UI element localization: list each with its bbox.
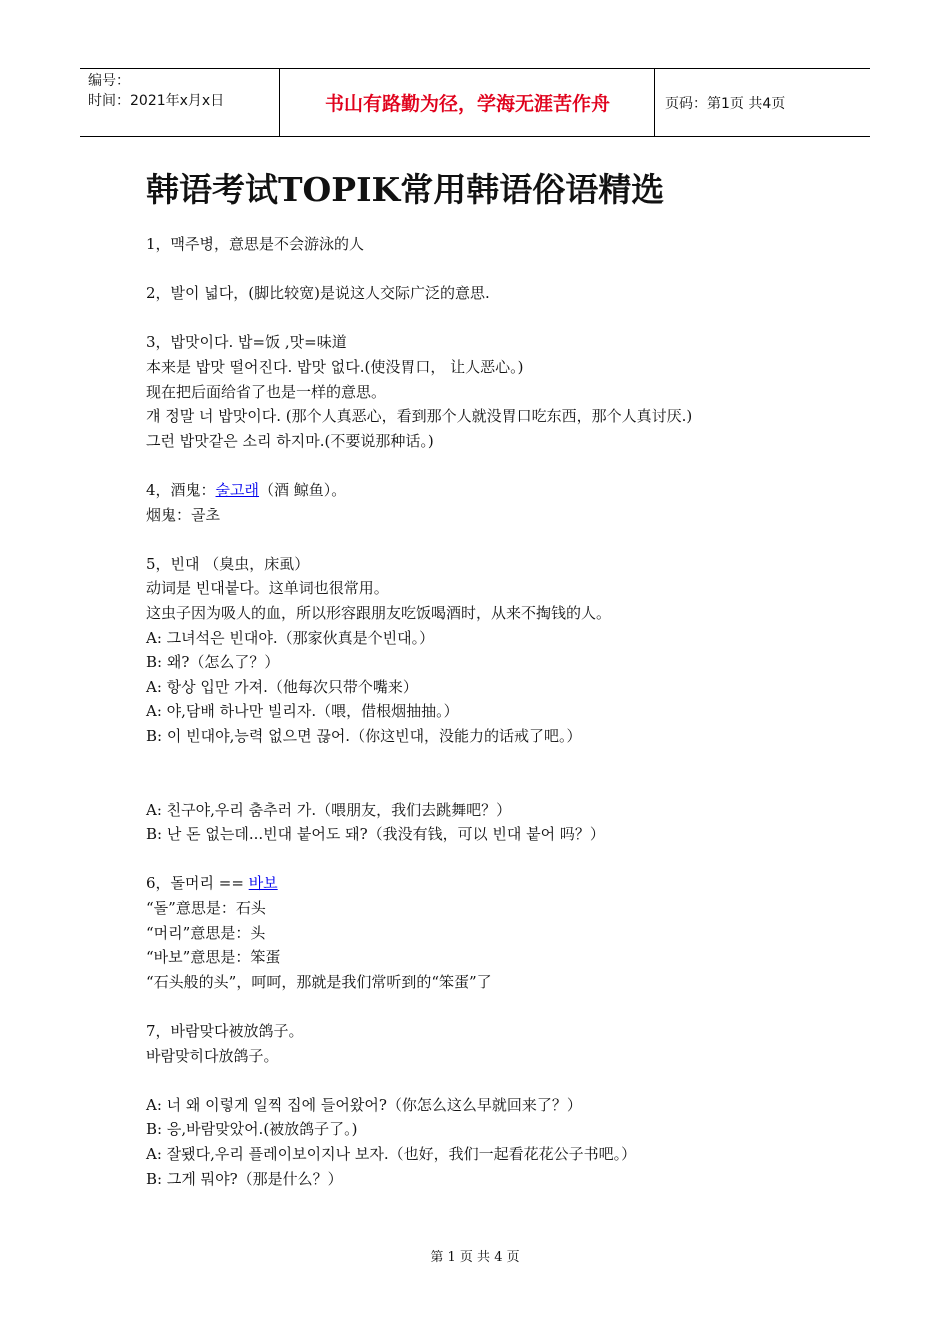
text-line: [146, 429, 796, 454]
line-text: B: 응,바람맞았어.(被放鸽子了。): [146, 1120, 358, 1139]
text-line: [146, 921, 796, 946]
line-text: B: 난 돈 없는데...빈대 붙어도 돼?（我没有钱，可以 빈대 붙어 吗？）: [146, 825, 605, 844]
text-line: [146, 871, 796, 896]
text-line: [146, 232, 796, 257]
line-text: 本来是 밥맛 떨어진다. 밥맛 없다.(使没胃口， 让人恶心。): [146, 357, 524, 376]
text-line: [146, 822, 796, 847]
header-motto: 书山有路勤为径，学海无涯苦作舟: [281, 69, 655, 136]
text-line: [146, 1093, 796, 1118]
line-text: 3，밥맛이다. 밥=饭 ,맛=味道: [146, 333, 347, 352]
line-text: A: 야,담배 하나만 빌리자.（喂，借根烟抽抽。）: [146, 702, 459, 721]
line-text: “머리”意思是：头: [146, 923, 266, 942]
text-line: [146, 380, 796, 405]
line-text: 6，돌머리 ==: [146, 874, 249, 893]
line-tail: （酒 鲸鱼）。: [259, 480, 347, 499]
text-line: [146, 527, 796, 552]
page-footer: 第 1 页 共 4 页: [430, 1250, 520, 1265]
text-line: [146, 1019, 796, 1044]
text-line: [146, 453, 796, 478]
line-text: B: 그게 뭐야?（那是什么？）: [146, 1169, 343, 1188]
line-text: “돌”意思是：石头: [146, 899, 266, 918]
line-text: “바보”意思是：笨蛋: [146, 948, 281, 967]
text-line: [146, 748, 796, 773]
line-text: 动词是 빈대붙다。这单词也很常用。: [146, 579, 389, 598]
text-line: [146, 355, 796, 380]
line-text: 这虫子因为吸人的血，所以形容跟朋友吃饭喝酒时，从来不掏钱的人。: [146, 603, 612, 622]
document-header: [80, 68, 870, 137]
line-text: A: 항상 입만 가져.（他每次只带个嘴来）: [146, 677, 418, 696]
text-line: [146, 675, 796, 700]
line-text: 바람맞히다放鸽子。: [146, 1046, 279, 1065]
text-line: [146, 478, 796, 503]
text-line: [146, 330, 796, 355]
text-line: [146, 773, 796, 798]
text-line: [146, 552, 796, 577]
line-text: 걔 정말 너 밥맛이다. (那个人真恶心，看到那个人就没胃口吃东西，那个人真讨厌.): [146, 407, 693, 426]
text-line: [146, 1142, 796, 1167]
line-text: A: 친구야,우리 춤추러 가.（喂朋友，我们去跳舞吧？）: [146, 800, 512, 819]
text-line: [146, 1068, 796, 1093]
text-line: [146, 699, 796, 724]
text-line: [146, 798, 796, 823]
header-number-label: 编号：: [88, 73, 130, 89]
text-line: [146, 970, 796, 995]
line-text: 1，맥주병，意思是不会游泳的人: [146, 235, 365, 253]
text-line: [146, 626, 796, 651]
line-text: 烟鬼：골초: [146, 505, 220, 524]
header-page-label: 页码：第1页 共4页: [665, 95, 786, 112]
line-text: A: 너 왜 이렇게 일찍 집에 들어왔어?（你怎么这么早就回来了？）: [146, 1095, 582, 1114]
text-line: [146, 724, 796, 749]
header-time-label: 时间：2021年x月x日: [88, 93, 225, 109]
text-line: [146, 503, 796, 528]
line-text: A: 잘됐다,우리 플레이보이지나 보자.（也好，我们一起看花花公子书吧。）: [146, 1144, 637, 1163]
text-line: [146, 281, 796, 306]
vocab-link[interactable]: 바보: [248, 874, 278, 893]
line-text: 现在把后面给省了也是一样的意思。: [146, 382, 387, 401]
line-text: 4，酒鬼：: [146, 480, 216, 499]
text-line: [146, 945, 796, 970]
text-line: [146, 306, 796, 331]
text-line: [146, 257, 796, 282]
document-body: [146, 232, 796, 1191]
text-line: [146, 576, 796, 601]
page-title: 韩语考试TOPIK常用韩语俗语精选: [146, 170, 665, 209]
line-text: B: 왜?（怎么了？）: [146, 653, 280, 672]
text-line: [146, 404, 796, 429]
text-line: [146, 1117, 796, 1142]
text-line: [146, 847, 796, 872]
text-line: [146, 1167, 796, 1192]
line-text: 그런 밥맛같은 소리 하지마.(不要说那种话。): [146, 431, 434, 450]
line-text: B: 이 빈대야,능력 없으면 끊어.（你这빈대，没能力的话戒了吧。）: [146, 726, 582, 745]
line-text: A: 그녀석은 빈대야.（那家伙真是个빈대。）: [146, 628, 435, 647]
header-meta-cell: [80, 69, 280, 136]
text-line: [146, 1044, 796, 1069]
line-text: 2，발이 넓다，(脚比较宽)是说这人交际广泛的意思.: [146, 284, 490, 303]
text-line: [146, 994, 796, 1019]
vocab-link[interactable]: 술고래: [215, 480, 260, 499]
text-line: [146, 650, 796, 675]
line-text: 5，빈대 （臭虫，床虱）: [146, 554, 310, 573]
line-text: “石头般的头”，呵呵，那就是我们常听到的“笨蛋”了: [146, 972, 492, 991]
line-text: 7，바람맞다被放鸽子。: [146, 1022, 304, 1040]
text-line: [146, 601, 796, 626]
text-line: [146, 896, 796, 921]
